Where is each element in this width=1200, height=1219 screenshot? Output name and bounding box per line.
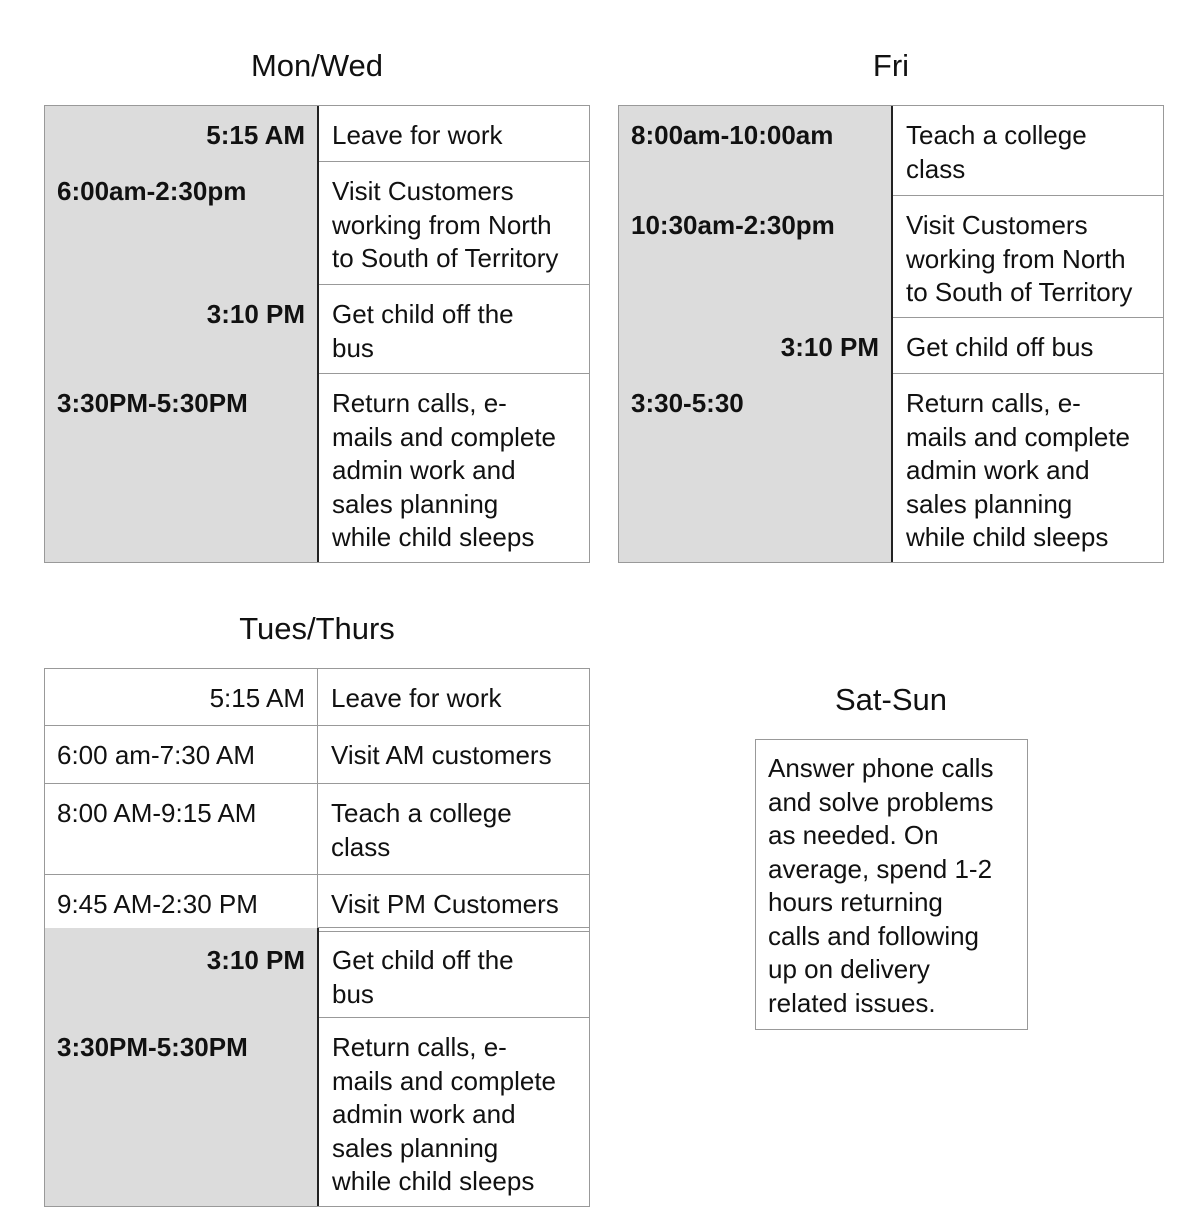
time-cell: 3:30PM-5:30PM xyxy=(57,1032,248,1062)
tues-thurs-title: Tues/Thurs xyxy=(239,611,395,646)
time-cell: 3:30-5:30 xyxy=(631,388,744,418)
sat-sun-title: Sat-Sun xyxy=(834,682,947,717)
fri-title: Fri xyxy=(872,48,910,83)
time-cell: 9:45 AM-2:30 PM xyxy=(57,889,258,919)
desc-cell: Get child off the bus xyxy=(332,945,514,1009)
desc-cell: Visit Customers working from North to South of Territory xyxy=(332,176,559,273)
column-divider xyxy=(891,106,893,562)
time-cell: 6:00am-2:30pm xyxy=(57,176,247,206)
desc-cell: Return calls, e- mails and complete admin work and sales planning while child sleeps xyxy=(332,388,556,552)
time-cell: 5:15 AM xyxy=(209,683,305,713)
time-cell: 3:10 PM xyxy=(206,945,305,975)
desc-cell: Return calls, e- mails and complete admin work and sales planning while child sleeps xyxy=(906,388,1130,552)
mon-wed-table xyxy=(44,105,590,563)
time-cell: 3:10 PM xyxy=(206,299,305,329)
time-cell: 6:00 am-7:30 AM xyxy=(57,740,255,770)
desc-cell: Get child off the bus xyxy=(332,299,514,363)
desc-cell: Leave for work xyxy=(331,683,502,713)
desc-cell: Teach a college class xyxy=(906,120,1087,184)
desc-cell: Return calls, e- mails and complete admin work and sales planning while child sleeps xyxy=(332,1032,556,1196)
time-cell: 5:15 AM xyxy=(206,120,305,150)
column-divider xyxy=(317,106,319,562)
tues-thurs-table xyxy=(44,668,590,1207)
time-cell: 10:30am-2:30pm xyxy=(631,210,835,240)
desc-cell: Get child off bus xyxy=(906,332,1094,362)
desc-cell: Leave for work xyxy=(332,120,503,150)
desc-cell: Visit Customers working from North to South of Territory xyxy=(906,210,1133,307)
time-cell: 8:00am-10:00am xyxy=(631,120,834,150)
desc-cell: Teach a college class xyxy=(331,798,512,862)
desc-cell: Visit AM customers xyxy=(331,740,552,770)
time-cell: 3:10 PM xyxy=(780,332,879,362)
sat-sun-box: Answer phone calls and solve problems as needed. On average, spend 1-2 hours returning calls and following up on delivery related issues. xyxy=(755,739,1028,1030)
desc-cell: Visit PM Customers xyxy=(331,889,559,919)
time-cell: 3:30PM-5:30PM xyxy=(57,388,248,418)
mon-wed-title: Mon/Wed xyxy=(250,48,384,83)
fri-table xyxy=(618,105,1164,563)
time-cell: 8:00 AM-9:15 AM xyxy=(57,798,257,828)
